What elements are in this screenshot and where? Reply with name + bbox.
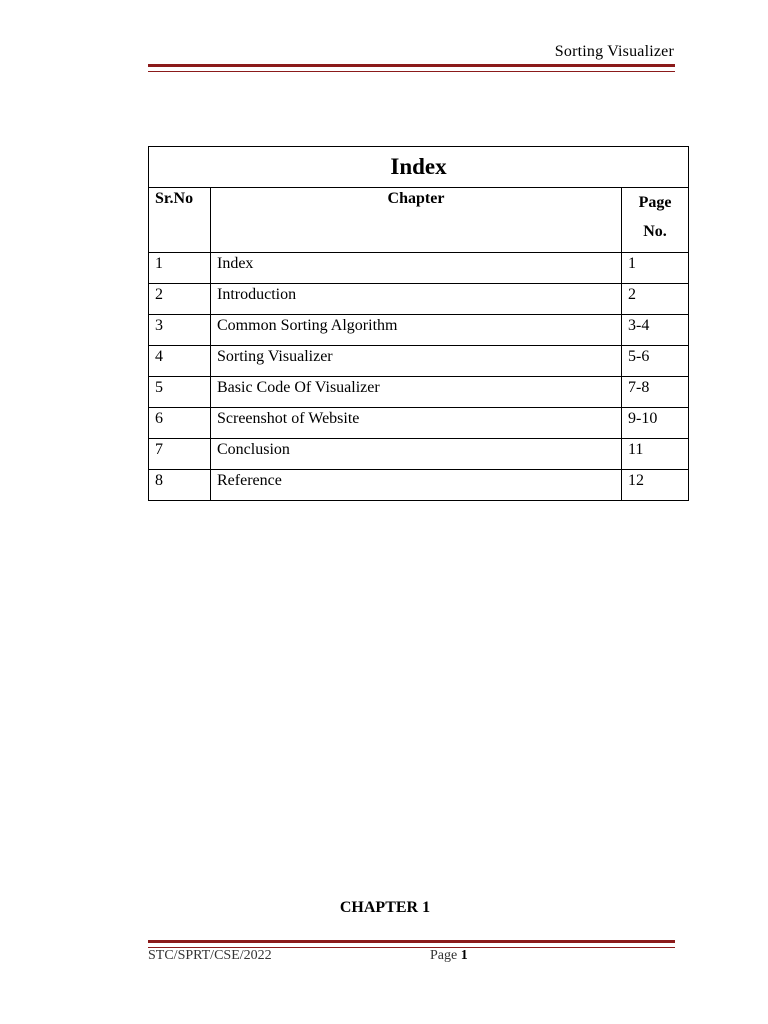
row-sr-no: 4 — [149, 346, 211, 377]
row-chapter: Basic Code Of Visualizer — [211, 377, 622, 408]
table-row — [149, 284, 689, 315]
footer-document-code: STC/SPRT/CSE/2022 — [148, 948, 272, 963]
row-sr-no: 3 — [149, 315, 211, 346]
column-header-page-line1: Page — [638, 194, 672, 211]
footer-page-number — [430, 948, 468, 964]
table-row — [149, 346, 689, 377]
column-header-chapter: Chapter — [211, 188, 622, 253]
index-table — [148, 146, 689, 501]
row-page: 9-10 — [622, 408, 689, 439]
table-row — [149, 253, 689, 284]
row-chapter: Conclusion — [211, 439, 622, 470]
row-sr-no: 1 — [149, 253, 211, 284]
table-row — [149, 470, 689, 501]
column-header-sr-no: Sr.No — [149, 188, 211, 253]
index-table-header-row — [149, 188, 689, 253]
table-row — [149, 408, 689, 439]
row-chapter: Screenshot of Website — [211, 408, 622, 439]
row-chapter: Introduction — [211, 284, 622, 315]
row-sr-no: 6 — [149, 408, 211, 439]
chapter-heading: CHAPTER 1 — [339, 899, 431, 916]
running-header-title: Sorting Visualizer — [554, 43, 674, 60]
row-page: 2 — [622, 284, 689, 315]
table-row — [149, 315, 689, 346]
row-page: 12 — [622, 470, 689, 501]
row-sr-no: 5 — [149, 377, 211, 408]
footer-rule — [148, 940, 675, 948]
table-row — [149, 377, 689, 408]
row-page: 5-6 — [622, 346, 689, 377]
row-page: 3-4 — [622, 315, 689, 346]
row-chapter: Index — [211, 253, 622, 284]
table-row — [149, 439, 689, 470]
column-header-page-no — [622, 188, 689, 253]
row-page: 11 — [622, 439, 689, 470]
footer-page-label: Page — [430, 948, 458, 963]
row-chapter: Common Sorting Algorithm — [211, 315, 622, 346]
row-sr-no: 8 — [149, 470, 211, 501]
row-page: 7-8 — [622, 377, 689, 408]
row-chapter: Reference — [211, 470, 622, 501]
header-rule — [148, 64, 675, 72]
index-table-title: Index — [149, 147, 689, 188]
row-page: 1 — [622, 253, 689, 284]
row-sr-no: 2 — [149, 284, 211, 315]
footer-page-value: 1 — [460, 948, 468, 963]
row-chapter: Sorting Visualizer — [211, 346, 622, 377]
column-header-page-line2: No. — [643, 223, 667, 240]
row-sr-no: 7 — [149, 439, 211, 470]
